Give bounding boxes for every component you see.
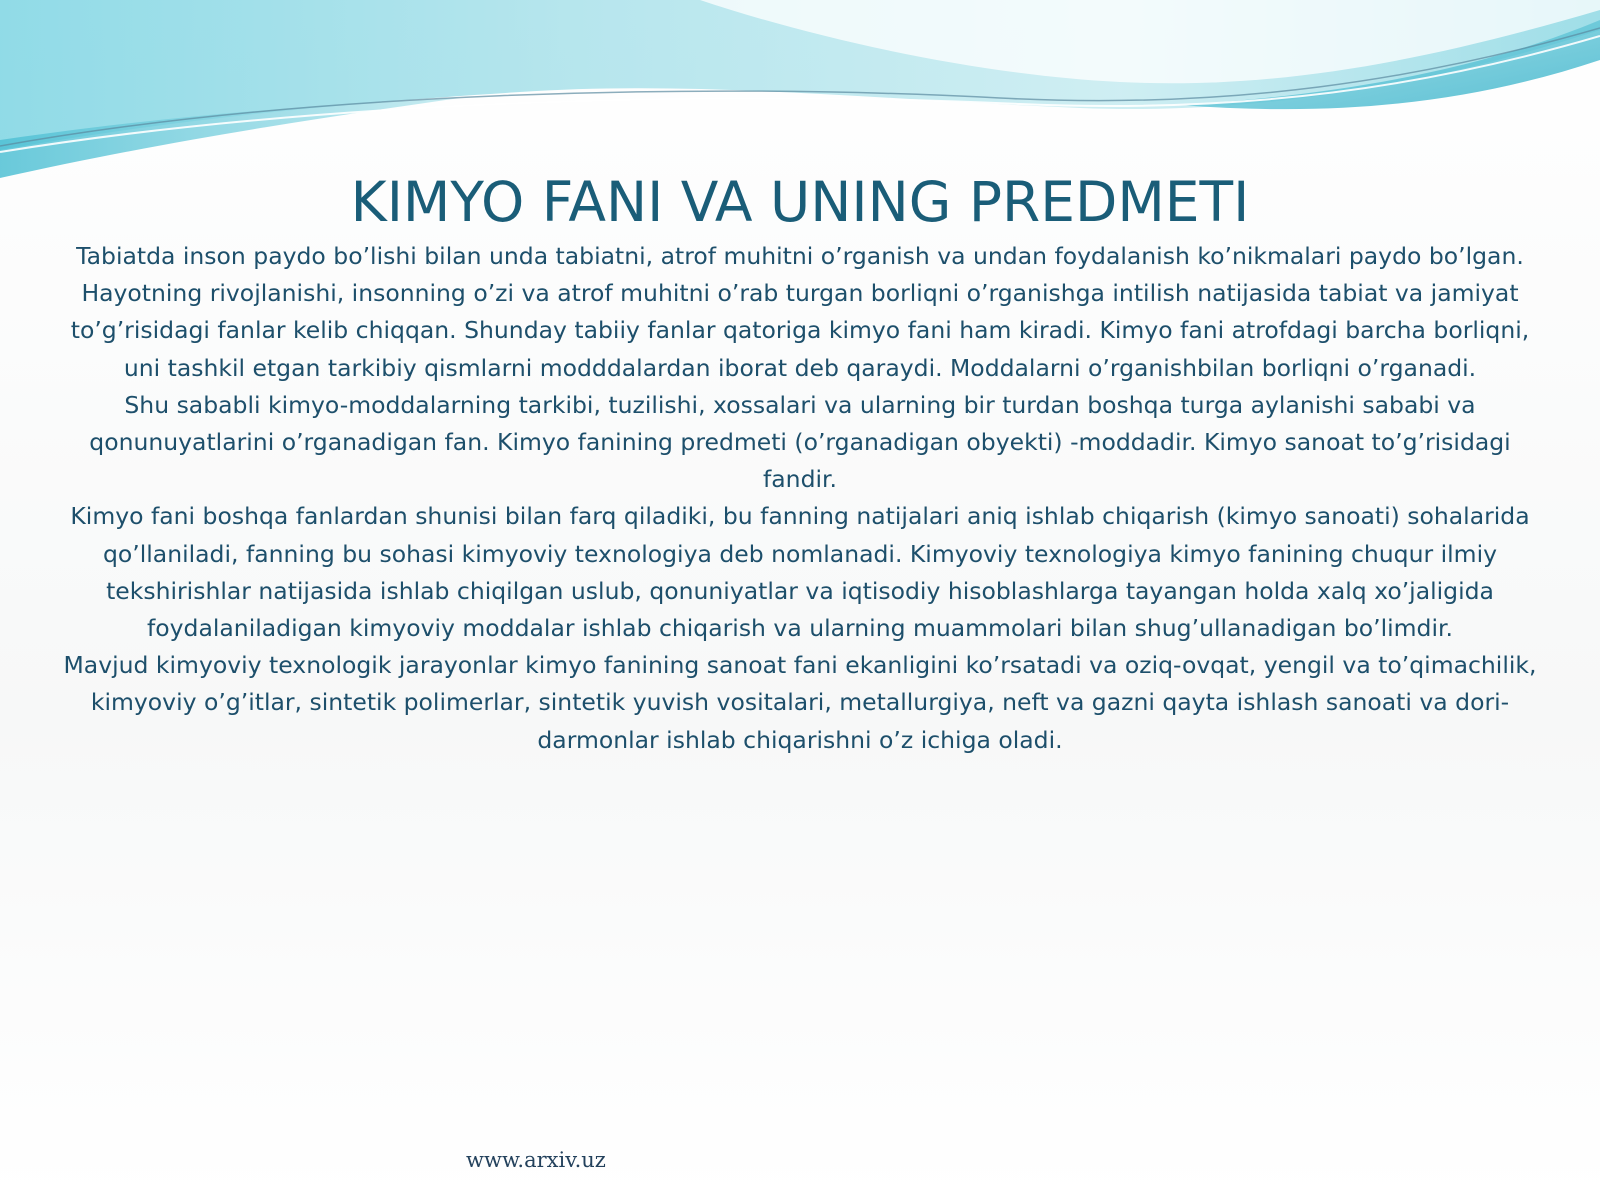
footer-url: www.arxiv.uz [466, 1148, 606, 1172]
body-paragraph: Shu sababli kimyo-moddalarning tarkibi, tuzilishi, xossalari va ularning bir turdan boshqa turga aylanishi sababi va qonunuyatlarini o’rganadigan fan. Kimyo fanining predmeti (o’rganadigan obyekti) -moddadir. Kimyo sanoat to’g’risidagi fandir. [89, 390, 1511, 494]
slide-body [60, 238, 1540, 759]
body-paragraph: Tabiatda inson paydo bo’lishi bilan unda tabiatni, atrof muhitni o’rganish va undan foydalanish ko’nikmalari paydo bo’lgan. Hayotning rivojlanishi, insonning o’zi va atrof muhitni o’rab turgan borliqni o’rganishga intilish natijasida tabiat va jamiyat to’g’risidagi fanlar kelib chiqqan. Shunday tabiiy fanlar qatoriga kimyo fani ham kiradi. Kimyo fani atrofdagi barcha borliqni, uni tashkil etgan tarkibiy qismlarni modddalardan iborat deb qaraydi. Moddalarni o’rganishbilan borliqni o’rganadi. [70, 242, 1530, 382]
body-paragraph: Kimyo fani boshqa fanlardan shunisi bilan farq qiladiki, bu fanning natijalari aniq ishlab chiqarish (kimyo sanoati) sohalarida qo’llaniladi, fanning bu sohasi kimyoviy texnologiya deb nomlanadi. Kimyoviy texnologiya kimyo fanining chuqur ilmiy tekshirishlar natijasida ishlab chiqilgan uslub, qonuniyatlar va iqtisodiy hisoblashlarga tayangan holda xalq xo’jaligida foydalaniladigan kimyoviy moddalar ishlab chiqarish va ularning muammolari bilan shug’ullanadigan bo’limdir. [70, 502, 1530, 643]
decorative-wave-banner [0, 0, 1600, 190]
body-paragraph: Mavjud kimyoviy texnologik jarayonlar kimyo fanining sanoat fani ekanligini ko’rsatadi va oziq-ovqat, yengil va to’qimachilik, kimyoviy o’g’itlar, sintetik polimerlar, sintetik yuvish vositalari, metallurgiya, neft va gazni qayta ishlash sanoati va dori-darmonlar ishlab chiqarishni o’z ichiga oladi. [63, 651, 1537, 754]
slide-title: KIMYO FANI VA UNING PREDMETI [350, 170, 1250, 234]
